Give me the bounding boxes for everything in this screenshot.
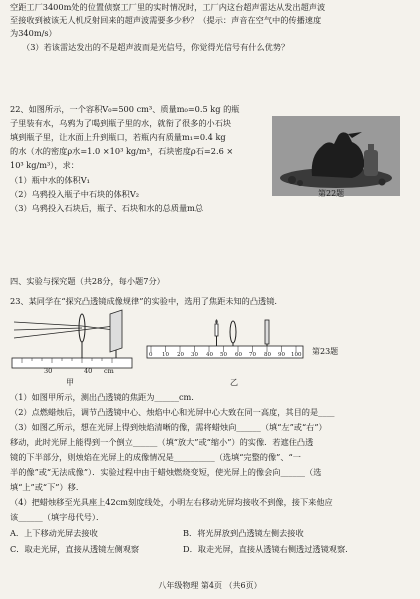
ruler-yi-label-70: 70 xyxy=(249,352,256,358)
q22-line-5: 10³ kg/m³），求： xyxy=(10,160,79,170)
ruler-yi-label-20: 20 xyxy=(177,352,184,358)
q23-part-3-line-4: 半的像”或“无法成像”）．实验过程中由于蜡烛燃烧变短，使光屏上的像会向______（选 xyxy=(10,467,322,477)
q23-option-a: A．上下移动光屏去接收 xyxy=(10,528,98,538)
q23-part-3-line-5: 填“上”或“下”）移． xyxy=(10,482,85,492)
q23-option-b: B．将光屏放到凸透镜左侧去接收 xyxy=(183,528,304,538)
ruler-yi-label-90: 90 xyxy=(278,352,285,358)
ruler-yi-label-30: 30 xyxy=(191,352,198,358)
crow-bottle-photo xyxy=(272,116,400,196)
q22-line-4: 的水（水的密度ρ水=1.0 ×10³ kg/m³，石块密度ρ石=2.6 × xyxy=(10,146,234,156)
q21-part-3: （3）若该雷达发出的不是超声波而是光信号，你觉得光信号有什么优势？ xyxy=(22,42,290,52)
section-4-heading: 四、实验与探究题（共28分，每小题7分） xyxy=(10,276,165,286)
figure-23-jia xyxy=(10,308,135,376)
q21-line-3: 为340m/s） xyxy=(10,28,57,38)
q23-part-3-line-1: （3）如图乙所示，想在光屏上得到烛焰清晰的像，需将蜡烛向______（填“左”或“右”） xyxy=(10,422,327,432)
ruler-jia-label-unit: cm xyxy=(104,367,114,375)
q21-line-1: 空距工厂3400m处的位置侦察工厂里的实时情况时，工厂内这台超声雷达从发出超声波 xyxy=(10,2,326,12)
q23-part-2: （2）点燃蜡烛后，调节凸透镜中心、烛焰中心和光屏中心大致在同一高度，其目的是____ xyxy=(10,407,335,417)
ruler-yi-label-80: 80 xyxy=(264,352,271,358)
ruler-yi-label-0: 0 xyxy=(149,352,153,358)
q23-intro: 23、某同学在“探究凸透镜成像规律”的实验中，选用了焦距未知的凸透镜. xyxy=(10,296,278,306)
q23-part-1: （1）如图甲所示，测出凸透镜的焦距为______cm. xyxy=(10,392,194,402)
figure-yi-label: 乙 xyxy=(230,378,238,387)
figure-jia-label: 甲 xyxy=(66,378,74,387)
q23-part-3-line-3: 镜的下半部分，则烛焰在光屏上的成像情况是__________（选填“完整的像”、“一 xyxy=(10,452,301,462)
ruler-yi-label-50: 50 xyxy=(220,352,227,358)
figure-22-caption: 第22题 xyxy=(318,189,345,198)
ruler-jia-label-40: 40 xyxy=(84,367,93,375)
q22-sub-3: （3）乌鸦投入石块后，瓶子、石块和水的总质量m总 xyxy=(10,203,204,213)
q22-sub-1: （1）瓶中水的体积V₁ xyxy=(10,175,90,185)
q21-line-2: 至接收到被该无人机反射回来的超声波需要多少秒？（提示：声音在空气中的传播速度 xyxy=(10,15,322,25)
page-footer: 八年级物理 第4页 （共6页） xyxy=(158,581,262,590)
q22-line-2: 子里装有水，乌鸦为了喝到瓶子里的水，就衔了很多的小石块 xyxy=(10,118,232,128)
q23-option-c: C．取走光屏，直接从透镜左侧观察 xyxy=(10,544,140,554)
ruler-yi-label-40: 40 xyxy=(206,352,213,358)
q22-sub-2: （2）乌鸦投入瓶子中石块的体积V₂ xyxy=(10,189,140,199)
ruler-yi-label-60: 60 xyxy=(235,352,242,358)
q22-line-3: 填到瓶子里，让水面上升到瓶口，若瓶内有质量m₁=0.4 kg xyxy=(10,132,226,142)
ruler-jia-label-30: 30 xyxy=(44,367,53,375)
q23-part-4-line-2: 该______（填字母代号）． xyxy=(10,512,105,522)
ruler-yi-label-10: 10 xyxy=(162,352,169,358)
ruler-yi-label-100: 100 xyxy=(291,352,302,358)
q23-part-3-line-2: 移动，此时光屏上能得到一个倒立______（填“放大”或“缩小”）的实像．若遮住凸透 xyxy=(10,437,314,447)
figure-23-caption: 第23题 xyxy=(312,347,339,356)
q23-part-4-line-1: （4）把蜡烛移至光具座上42cm刻度线处，小明左右移动光屏均接收不到像，接下来他应 xyxy=(10,497,333,507)
q22-line-1: 22、如图所示，一个容积V₀=500 cm³、质量m₀=0.5 kg 的瓶 xyxy=(10,104,240,114)
q23-option-d: D．取走光屏，直接从透镜右侧透过透镜观察. xyxy=(183,544,348,554)
